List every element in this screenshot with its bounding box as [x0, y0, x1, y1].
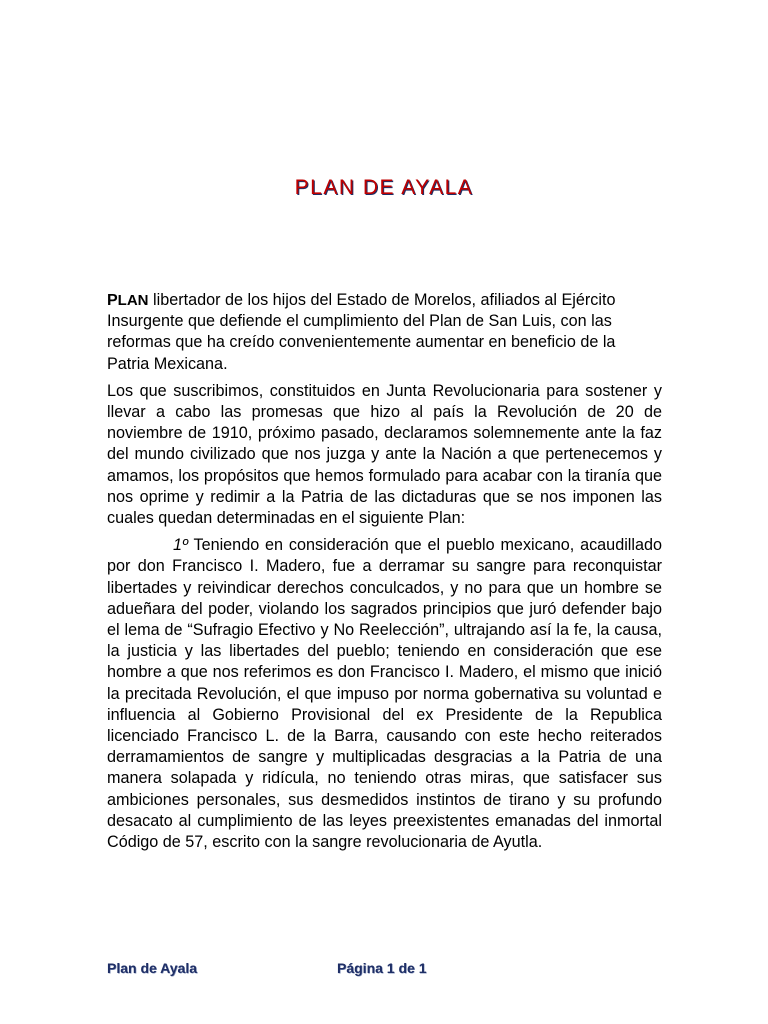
footer-document-name: Plan de Ayala [107, 960, 198, 976]
lead-word-rest: LAN [117, 292, 149, 309]
intro-paragraph [107, 290, 662, 375]
document-body [107, 290, 662, 859]
article-1-paragraph [107, 535, 662, 853]
preamble-paragraph: Los que suscribimos, constituidos en Junta Revolucionaria para sostener y llevar a cabo las promesas que hizo al país la Revolución de 20 de noviembre de 1910, próximo pasado, declaramos solemnemente ante la faz del mundo civilizado que nos juzga y ante la Nación a que pertenecemos y amamos, los propósitos que hemos formulado para acabar con la tiranía que nos oprime y redimir a la Patria de las dictaduras que se nos imponen las cuales quedan determinadas en el siguiente Plan: [107, 381, 662, 528]
document-title: PLAN DE AYALA [294, 176, 474, 199]
article-1-text: Teniendo en consideración que el pueblo mexicano, acaudillado por don Francisco I. Madero, fue a derramar su sangre para reconquistar libertades y reivindicar derechos conculcados, y no para que un hombre se adueñara del poder, violando los sagrados principios que juró defender bajo el lema de “Sufragio Efectivo y No Reelección”, ultrajando así la fe, la causa, la justicia y las libertades del pueblo; teniendo en consideración que ese hombre a que nos referimos es don Francisco I. Madero, el mismo que inició la precitada Revolución, el que impuso por norma gobernativa su voluntad e influencia al Gobierno Provisional del ex Presidente de la Republica licenciado Francisco L. de la Barra, causando con este hecho reiterados derramamientos de sangre y multiplicadas desgracias a la Patria de una manera solapada y ridícula, no teniendo otras miras, que satisfacer sus ambiciones personales, sus desmedidos instintos de tirano y su profundo desacato al cumplimiento de las leyes preexistentes emanadas del inmortal Código de 57, escrito con la sangre revolucionaria de Ayutla. [107, 536, 662, 852]
footer-page-number: Página 1 de 1 [337, 960, 427, 976]
lead-word [107, 292, 149, 309]
lead-word-initial: P [107, 292, 118, 309]
article-1-number: 1º [173, 536, 188, 555]
intro-paragraph-text: libertador de los hijos del Estado de Morelos, afiliados al Ejército Insurgente que defiende el cumplimiento del Plan de San Luis, con las reformas que ha creído convenientemente aumentar en beneficio de la Patria Mexicana. [107, 291, 616, 373]
